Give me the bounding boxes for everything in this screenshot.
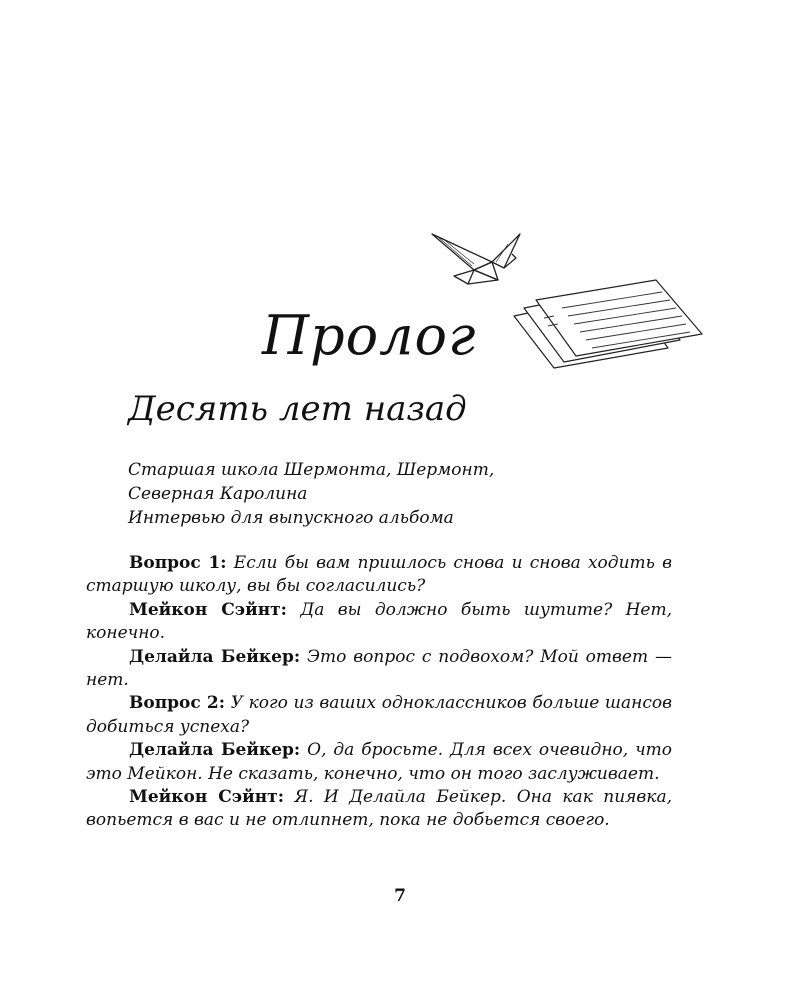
speech-text: У кого из ваших одноклассников больше шансов добиться успеха? [86, 693, 673, 737]
page-number: 7 [394, 886, 406, 906]
interview-body [86, 552, 672, 833]
speaker-label: Вопрос 2: [129, 693, 226, 714]
speech-text: Это вопрос с подвохом? Мой ответ — нет. [86, 646, 672, 691]
state-line: Северная Каролина [128, 484, 308, 504]
speaker-label: Мейкон Сэйнт: [129, 599, 287, 620]
interview-paragraph [86, 599, 672, 646]
interview-paragraph [86, 739, 672, 786]
chapter-title: Пролог [262, 304, 477, 367]
speech-text: О, да бросьте. Для всех очевидно, что это Мейкон. Не сказать, конечно, что он того заслуживает. [86, 740, 673, 784]
speech-text: Да вы должно быть шутите? Нет, конечно. [86, 599, 672, 644]
interview-header [128, 458, 688, 530]
interview-paragraph [86, 692, 672, 739]
school-line: Старшая школа Шермонта, Шермонт, [128, 460, 495, 480]
interview-paragraph [86, 552, 672, 599]
chapter-subtitle: Десять лет назад [128, 389, 467, 429]
speech-text: Я. И Делайла Бейкер. Она как пиявка, вопьется в вас и не отлипнет, пока не добьется своего. [86, 787, 672, 831]
speaker-label: Делайла Бейкер: [129, 740, 301, 761]
paper-stack-icon [510, 278, 706, 370]
speaker-label: Вопрос 1: [129, 553, 227, 573]
interview-title-line: Интервью для выпускного альбома [128, 508, 454, 528]
speaker-label: Делайла Бейкер: [129, 646, 301, 667]
interview-paragraph [86, 646, 672, 693]
interview-paragraph [86, 786, 672, 833]
speech-text: Если бы вам пришлось снова и снова ходить в старшую школу, вы бы согласились? [86, 553, 672, 597]
speaker-label: Мейкон Сэйнт: [129, 787, 284, 808]
